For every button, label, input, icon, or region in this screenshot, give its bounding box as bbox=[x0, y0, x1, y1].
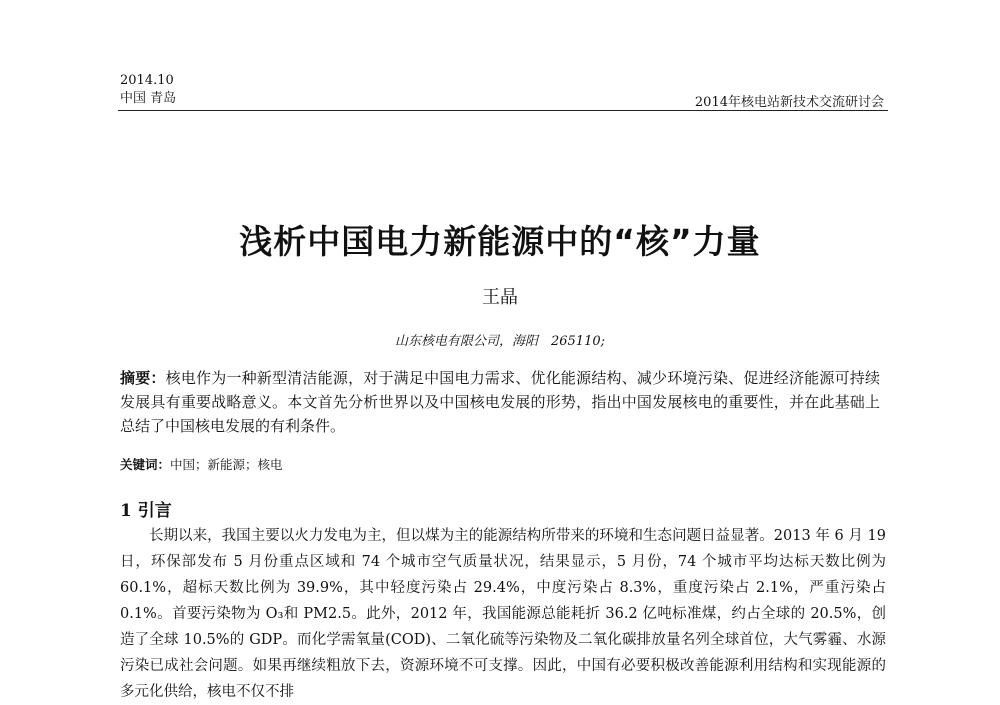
abstract-label: 摘要： bbox=[120, 369, 166, 387]
header-date: 2014.10 bbox=[120, 73, 174, 88]
paper-title: 浅析中国电力新能源中的“核”力量 bbox=[239, 222, 761, 261]
section-heading: 1 引言 bbox=[120, 501, 172, 521]
keywords bbox=[120, 455, 283, 473]
section-paragraph: 长期以来，我国主要以火力发电为主，但以煤为主的能源结构所带来的环境和生态问题日益显著。2013 年 6 月 19 日，环保部发布 5 月份重点区域和 74 个城市空气质量状况，结果显示，5 月份，74 个城市平均达标天数比例为 60.1%，超标天数比例为 39.9%，其中轻度污染占 29.4%，中度污染占 8.3%，重度污染占 2.1%，严重污染占 0.1%。首要污染物为 O₃和 PM2.5。此外，2012 年，我国能源总能耗折 36.2 亿吨标准煤，约占全球的 20.5%，创造了全球 10.5%的 GDP。而化学需氧量(COD)、二氧化硫等污染物及二氧化碳排放量名列全球首位，大气雾霾、水源污染已成社会问题。如果再继续粗放下去，资源环境不可支撑。因此，中国有必要积极改善能源利用结构和实现能源的多元化供给，核电不仅不排 bbox=[120, 528, 886, 700]
header-conference: 2014年核电站新技术交流研讨会 bbox=[694, 95, 884, 110]
keywords-text: 中国；新能源；核电 bbox=[170, 457, 283, 472]
header-divider bbox=[118, 110, 888, 111]
paper-author: 王晶 bbox=[482, 287, 518, 308]
abstract bbox=[120, 366, 880, 438]
author-affiliation: 山东核电有限公司，海阳 265110; bbox=[394, 334, 605, 349]
keywords-label: 关键词： bbox=[120, 457, 171, 472]
header-left bbox=[120, 72, 176, 108]
abstract-text: 核电作为一种新型清洁能源，对于满足中国电力需求、优化能源结构、减少环境污染、促进经济能源可持续发展具有重要战略意义。本文首先分析世界以及中国核电发展的形势，指出中国发展核电的重要性，并在此基础上总结了中国核电发展的有利条件。 bbox=[120, 369, 880, 435]
header-location: 中国 青岛 bbox=[120, 91, 177, 106]
